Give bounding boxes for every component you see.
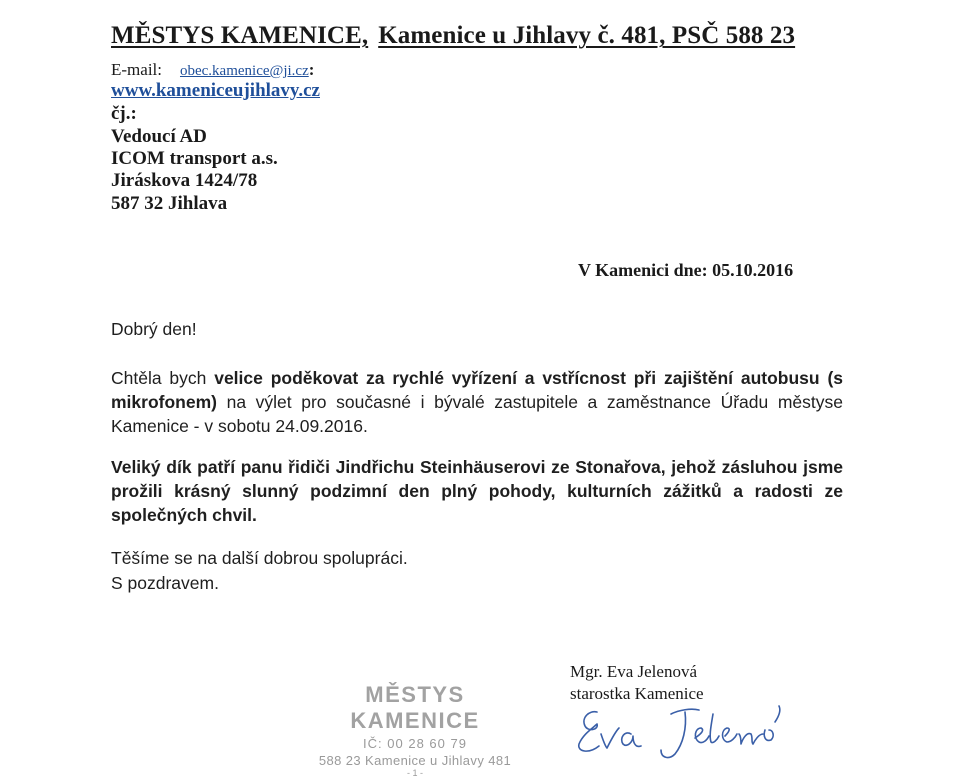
stamp-ic: IČ: 00 28 60 79 (363, 736, 467, 751)
recipient-line-2: ICOM transport a.s. (111, 148, 278, 169)
recipient-line-3: Jiráskova 1424/78 (111, 170, 258, 191)
stamp-title: MĚSTYS KAMENICE (350, 682, 480, 733)
reference-number: čj.: (111, 103, 137, 124)
email-label: E-mail: (111, 60, 162, 79)
email-colon: : (308, 60, 315, 79)
email-link[interactable]: obec.kamenice@ji.cz (179, 63, 309, 79)
date-line: V Kamenici dne: 05.10.2016 (578, 260, 794, 280)
paragraph-1-bold: velice poděkovat za rychlé vyřízení a vstřícnost při zajištění autobusu (s mikrofonem) (111, 368, 843, 412)
greeting: Dobrý den! (111, 319, 197, 339)
paragraph-1-intro: Chtěla bych (111, 368, 215, 388)
recipient-line-4: 587 32 Jihlava (111, 193, 228, 214)
paragraph-2: Veliký dík patří panu řidiči Jindřichu Steinhäuserovi ze Stonařova, jehož zásluhou jsme prožili krásný slunný podzimní den plný pohody, kulturních zážitků a radosti ze společných chvil. (111, 457, 843, 525)
stamp-address: 588 23 Kamenice u Jihlavy 481 (318, 753, 512, 768)
letterhead (111, 22, 795, 50)
paragraph-1-rest: na výlet pro současné i bývalé zastupitele a zaměstnance Úřadu městyse Kamenice - v sobotu 24.09.2016. (111, 392, 843, 436)
municipality-address: Kamenice u Jihlavy č. 481, PSČ 588 23 (378, 22, 796, 49)
email-row (111, 60, 314, 80)
recipient-line-1: Vedoucí AD (111, 126, 207, 147)
website-link[interactable]: www.kameniceujihlavy.cz (111, 80, 320, 101)
paragraph-1 (111, 366, 843, 438)
signer-name: Mgr. Eva Jelenová (570, 662, 697, 681)
closing-line-2: S pozdravem. (111, 573, 219, 593)
signer-title: starostka Kamenice (570, 684, 704, 703)
stamp-number: - 1 - (406, 768, 423, 778)
municipality-name: MĚSTYS KAMENICE, (111, 22, 369, 49)
closing-line-1: Těšíme se na další dobrou spolupráci. (111, 548, 408, 568)
handwritten-signature (575, 700, 790, 762)
official-stamp (300, 682, 530, 778)
